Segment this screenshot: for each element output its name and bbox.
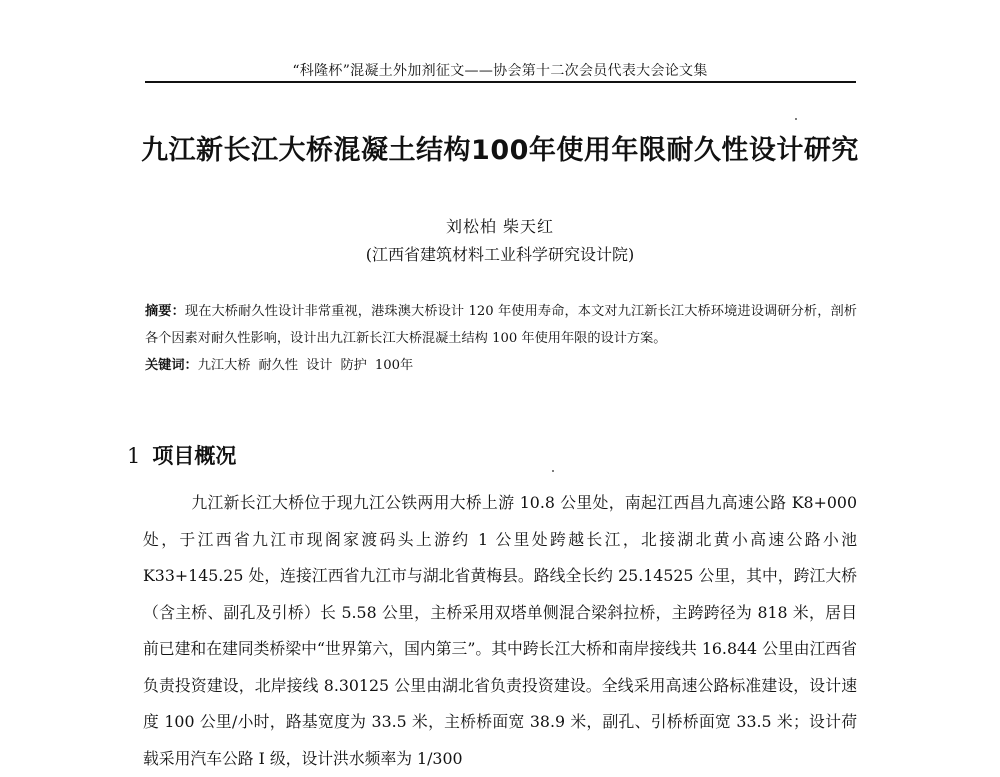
keyword: 耐久性 [258,358,299,373]
section-title: 项目概况 [152,444,237,468]
scan-speck [795,118,797,120]
keyword: 九江大桥 [197,358,251,373]
running-header: “科隆杯”混凝土外加剂征文——协会第十二次会员代表大会论文集 [292,63,708,79]
paper-title: 九江新长江大桥混凝土结构100年使用年限耐久性设计研究 [141,135,859,166]
affiliation: (江西省建筑材料工业科学研究设计院) [365,245,635,264]
abstract-label: 摘要： [145,304,185,319]
keyword: 防护 [340,358,367,373]
header-rule [145,81,856,83]
abstract-text: 现在大桥耐久性设计非常重视，港珠澳大桥设计 120 年使用寿命，本文对九江新长江大桥环境进设调研分析，剖析各个因素对耐久性影响，设计出九江新长江大桥混凝土结构 100 年使用年限的设计方案。 [145,304,857,346]
scan-speck [552,470,554,472]
abstract [145,298,857,352]
keywords-label: 关键词： [145,358,198,373]
keyword: 100年 [374,358,414,373]
body-paragraph-text: 九江新长江大桥位于现九江公铁两用大桥上游 10.8 公里处，南起江西昌九高速公路 K8+000 处，于江西省九江市现阁家渡码头上游约 1 公里处跨越长江，北接湖北黄小高速公路小池 K33+145.25 处，连接江西省九江市与湖北省黄梅县。路线全长约 25.14525 公里，其中，跨江大桥（含主桥、副孔及引桥）长 5.58 公里，主桥采用双塔单侧混合梁斜拉桥，主跨跨径为 818 米，居目前已建和在建同类桥梁中“世界第六，国内第三”。其中跨长江大桥和南岸接线共 16.844 公里由江西省负责投资建设，北岸接线 8.30125 公里由湖北省负责投资建设。全线采用高速公路标准建设，设计速度 100 公里/小时，路基宽度为 33.5 米，主桥桥面宽 38.9 米，副孔、引桥桥面宽 33.5 米；设计荷载采用汽车公路 I 级，设计洪水频率为 1/300 [143,493,857,768]
section-number: 1 [127,444,141,468]
authors: 刘松柏 柴天红 [445,217,555,236]
keywords [145,352,857,379]
body-paragraph [143,485,857,777]
section-heading [127,440,236,470]
keyword: 设计 [306,358,333,373]
